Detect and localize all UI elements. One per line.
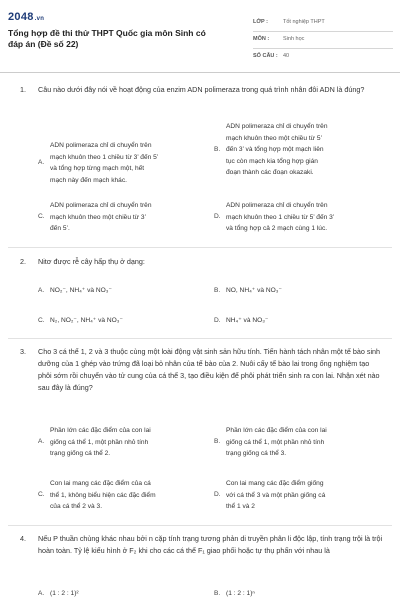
question-divider [8,247,392,248]
document-title: Tổng hợp đề thi thử THPT Quốc gia môn Sinh có đáp án (Đề số 22) [8,28,206,49]
meta-question-count: SỐ CÂU : 40 [253,53,290,59]
site-logo[interactable]: 2048.vn [8,11,45,23]
question-divider [8,338,392,339]
question-text: Nếu P thuần chủng khác nhau bởi n cặp tính trạng tương phản di truyền phân li độc lập, tính trạng trội là trội hoàn toàn. Tỷ lệ kiểu hình ở F₂ khi cho các cá thể F₁ giao phối hoặc tự thụ phấn với nhau là [38,534,383,555]
question-text: Nitơ được rễ cây hấp thụ ở dạng: [38,257,145,266]
question-text: Câu nào dưới đây nói về hoạt động của enzim ADN polimeraza trong quá trình nhân đôi ADN là đúng? [38,85,365,94]
question-divider [8,525,392,526]
meta-subject: MÔN : Sinh học [253,32,393,49]
question-text: Cho 3 cá thể 1, 2 và 3 thuộc cùng một loài động vật sinh sản hữu tính. Tiến hành tách nhân một tế bào sinh dưỡng của 1 ghép vào trứng đã loại bỏ nhân của tế bào của 2. Nuôi cấy tế bào lai trong ống nghiệm tạo phôi sớm rồi chuyển vào tử cung của cá thể 3, tạo điều kiện để phôi phát triển sinh ra con lai. Nhận xét nào sau đây là đúng? [38,347,381,392]
document-meta [253,15,393,65]
header-divider [0,72,400,73]
meta-class: LỚP : Tốt nghiệp THPT [253,15,393,32]
document-header [0,0,400,72]
